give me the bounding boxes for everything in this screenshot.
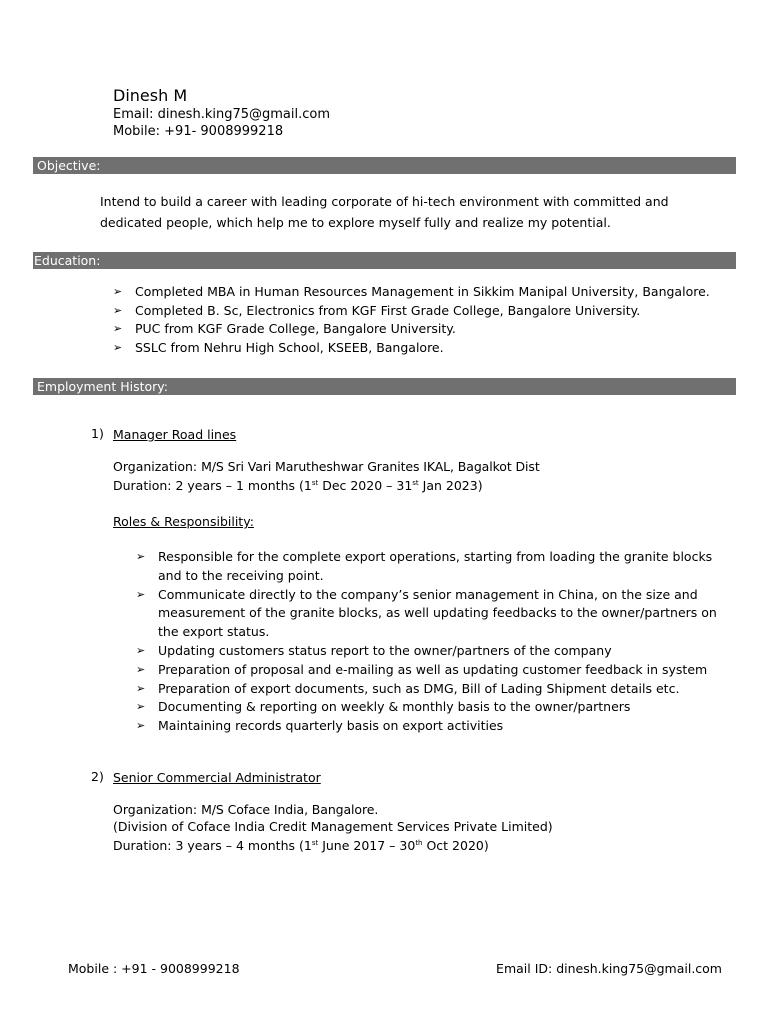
- role-item: ➢ Documenting & reporting on weekly & monthly basis to the owner/partners: [158, 698, 738, 717]
- education-heading: Education:: [34, 253, 101, 268]
- arrow-bullet-icon: ➢: [136, 700, 146, 714]
- employment-heading: Employment History:: [37, 379, 168, 394]
- candidate-name: Dinesh M: [113, 86, 188, 105]
- education-list: [113, 283, 745, 358]
- education-item: ➢ Completed B. Sc, Electronics from KGF First Grade College, Bangalore University.: [135, 302, 745, 321]
- organization-name: M/S Coface India, Bangalore: [201, 802, 375, 817]
- education-item: ➢ SSLC from Nehru High School, KSEEB, Bangalore.: [135, 339, 745, 358]
- objective-section-bar: [33, 157, 736, 174]
- arrow-bullet-icon: ➢: [113, 322, 123, 336]
- role-item: ➢ Responsible for the complete export operations, starting from loading the granite blocks and to the receiving point.: [136, 549, 713, 583]
- organization-name: M/S Sri Vari Marutheshwar Granites IKAL, Bagalkot Dist: [201, 459, 540, 474]
- arrow-bullet-icon: ➢: [136, 681, 146, 695]
- job-number: 1): [91, 426, 104, 441]
- objective-text: Intend to build a career with leading corporate of hi-tech environment with committed and dedicated people, which help me to explore myself fully and realize my potential.: [100, 194, 669, 230]
- mobile-line: Mobile: +91- 9008999218: [113, 124, 284, 139]
- role-item: ➢ Communicate directly to the company’s senior management in China, on the size and measurement of the granite blocks, as well updating feedbacks to the owner/partners on the export status.: [136, 586, 717, 640]
- arrow-bullet-icon: ➢: [136, 550, 146, 563]
- footer-email: Email ID: dinesh.king75@gmail.com: [496, 961, 722, 976]
- education-item: ➢ PUC from KGF Grade College, Bangalore University.: [135, 320, 745, 339]
- footer-mobile: Mobile : +91 - 9008999218: [68, 961, 240, 976]
- job-division: (Division of Coface India Credit Management Services Private Limited): [113, 819, 553, 834]
- job-organization: Organization: M/S Coface India, Bangalore.: [113, 802, 379, 817]
- arrow-bullet-icon: ➢: [113, 285, 123, 298]
- job-duration: Duration: 3 years – 4 months (1st June 2017 – 30th Oct 2020): [113, 838, 489, 854]
- job-title: Manager Road lines: [113, 427, 237, 442]
- education-section-bar: [33, 252, 736, 269]
- job-number: 2): [91, 769, 104, 784]
- arrow-bullet-icon: ➢: [113, 303, 123, 317]
- job-organization: Organization: M/S Sri Vari Marutheshwar Granites IKAL, Bagalkot Dist: [113, 459, 540, 474]
- education-item: ➢ Completed MBA in Human Resources Management in Sikkim Manipal University, Bangalore.: [135, 283, 745, 302]
- roles-list: [136, 548, 738, 736]
- role-item: ➢ Updating customers status report to the owner/partners of the company: [158, 642, 738, 661]
- arrow-bullet-icon: ➢: [136, 643, 146, 657]
- arrow-bullet-icon: ➢: [136, 662, 146, 676]
- role-item: ➢ Preparation of proposal and e-mailing as well as updating customer feedback in system: [158, 661, 738, 680]
- role-item: ➢ Maintaining records quarterly basis on export activities: [158, 717, 738, 736]
- roles-heading: Roles & Responsibility:: [113, 514, 254, 529]
- job-title: Senior Commercial Administrator: [113, 770, 321, 785]
- arrow-bullet-icon: ➢: [136, 719, 146, 733]
- email-line: Email: dinesh.king75@gmail.com: [113, 107, 331, 122]
- arrow-bullet-icon: ➢: [113, 341, 123, 355]
- employment-section-bar: [33, 378, 736, 395]
- arrow-bullet-icon: ➢: [136, 587, 146, 601]
- objective-heading: Objective:: [37, 158, 101, 173]
- role-item: ➢ Preparation of export documents, such as DMG, Bill of Lading Shipment details etc.: [158, 680, 738, 699]
- job-duration: Duration: 2 years – 1 months (1st Dec 2020 – 31st Jan 2023): [113, 478, 483, 494]
